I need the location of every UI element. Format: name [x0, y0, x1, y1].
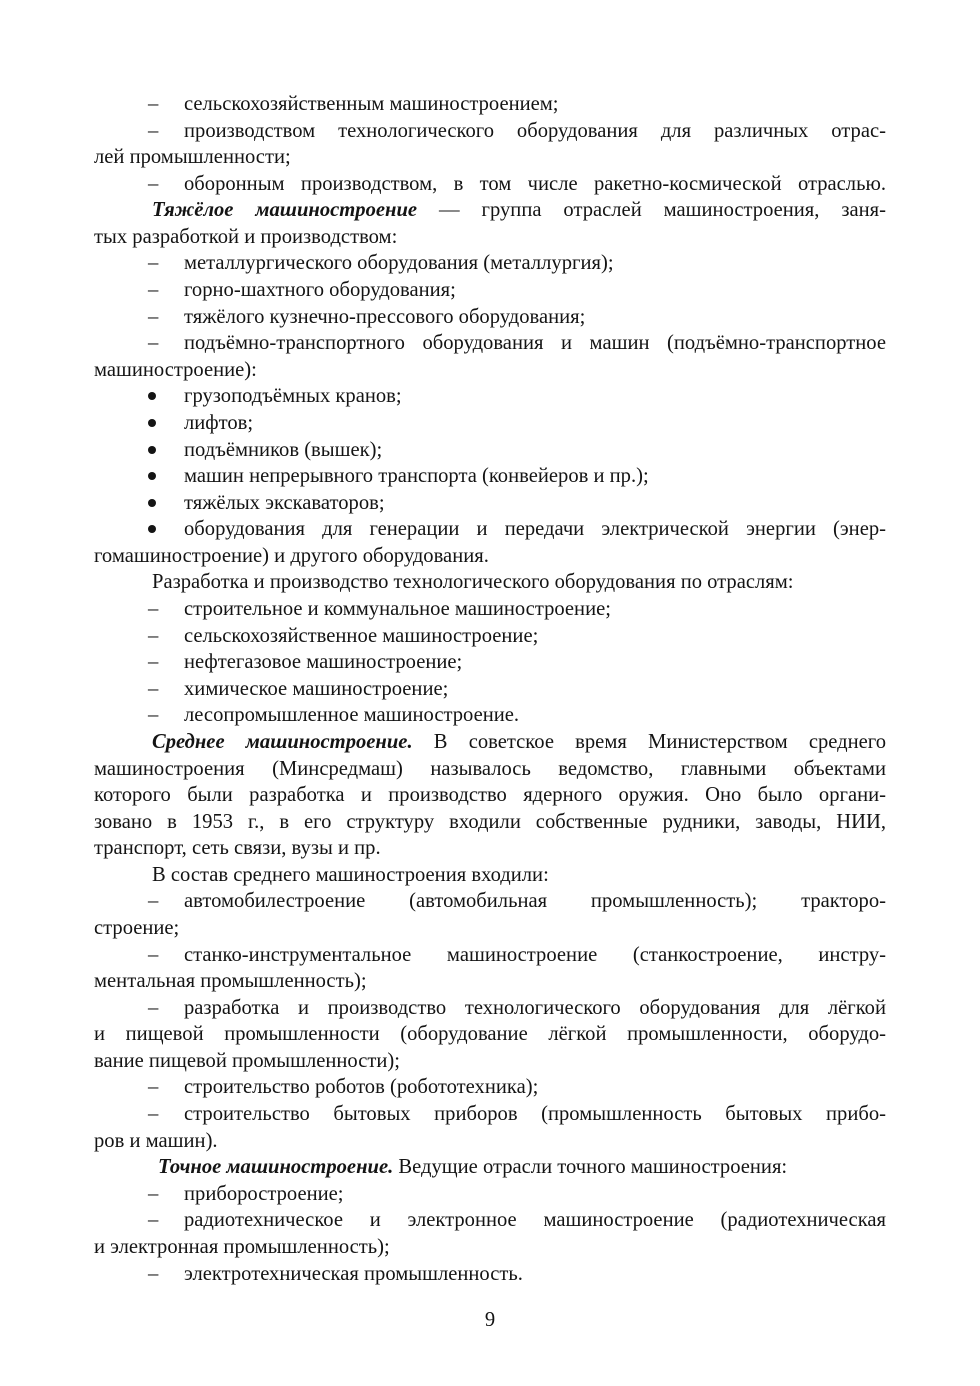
text-line: [184, 649, 886, 676]
line-text: строение;: [94, 916, 180, 939]
text-line: [184, 702, 886, 729]
text-line: [152, 569, 886, 596]
line-text: строительство роботов (робототехника);: [184, 1076, 539, 1099]
line-text: сельскохозяйственное машиностроение;: [184, 624, 539, 647]
line-text: нефтегазовое машиностроение;: [184, 651, 463, 674]
text-line: [158, 1154, 886, 1181]
text-line: [184, 383, 886, 410]
line-text: разработка и производство технологического оборудования для лёгкой: [184, 996, 886, 1019]
list-dash: –: [148, 1103, 159, 1126]
list-dash: –: [148, 890, 159, 913]
text-line: [184, 410, 886, 437]
text-line: [94, 756, 886, 783]
line-text: приборостроение;: [184, 1182, 344, 1205]
text-line: [94, 224, 886, 251]
line-text: лей промышленности;: [94, 146, 291, 169]
section-term: Точное машиностроение.: [158, 1156, 394, 1179]
line-text: Ведущие отрасли точного машиностроения:: [393, 1156, 788, 1179]
list-dash: –: [148, 252, 159, 275]
text-line: [184, 304, 886, 331]
text-line: [184, 995, 886, 1022]
text-line: [184, 91, 886, 118]
list-bullet: [148, 499, 156, 507]
line-text: и пищевой промышленности (оборудование лёгкой промышленности, оборудо-: [94, 1023, 886, 1046]
line-text: строительство бытовых приборов (промышленность бытовых прибо-: [184, 1103, 886, 1126]
list-dash: –: [148, 624, 159, 647]
line-text: которого были разработка и производство ядерного оружия. Оно было органи-: [94, 784, 886, 807]
text-line: [184, 118, 886, 145]
line-text: электротехническая промышленность.: [184, 1262, 523, 1285]
line-text: тых разработкой и производством:: [94, 225, 398, 248]
text-line: [184, 171, 886, 198]
line-text: зовано в 1953 г., в его структуру входили собственные рудники, заводы, НИИ,: [94, 810, 886, 833]
line-text: машин непрерывного транспорта (конвейеров и пр.);: [184, 465, 649, 488]
list-dash: –: [148, 93, 159, 115]
list-dash: –: [148, 996, 159, 1019]
text-line: [184, 330, 886, 357]
line-text: металлургического оборудования (металлургия);: [184, 252, 614, 275]
list-dash: –: [148, 1076, 159, 1099]
list-dash: –: [148, 119, 159, 142]
text-line: [94, 809, 886, 836]
list-dash: –: [148, 279, 159, 302]
text-line: [184, 250, 886, 277]
text-line: [94, 915, 886, 942]
text-line: [152, 729, 886, 756]
text-line: [184, 516, 886, 543]
line-text: В советское время Министерством среднего: [412, 730, 886, 753]
text-line: [94, 968, 886, 995]
list-dash: –: [148, 651, 159, 674]
text-line: [184, 437, 886, 464]
line-text: станко-инструментальное машиностроение (станкостроение, инстру-: [184, 943, 886, 966]
text-line: [184, 676, 886, 703]
line-text: подъёмно-транспортного оборудования и машин (подъёмно-транспортное: [184, 332, 886, 355]
list-dash: –: [148, 598, 159, 621]
list-bullet: [148, 525, 156, 533]
text-line: [152, 862, 886, 889]
text-line: [184, 1261, 886, 1288]
line-text: производством технологического оборудования для различных отрас-: [184, 119, 886, 142]
text-line: [94, 782, 886, 809]
list-dash: –: [148, 677, 159, 700]
line-text: — группа отраслей машиностроения, заня-: [417, 199, 886, 222]
text-line: [94, 1128, 886, 1155]
line-text: тяжёлых экскаваторов;: [184, 491, 385, 514]
list-dash: –: [148, 1209, 159, 1232]
line-text: гомашиностроение) и другого оборудования.: [94, 544, 489, 567]
line-text: Разработка и производство технологического оборудования по отраслям:: [152, 571, 794, 594]
text-line: [184, 1181, 886, 1208]
text-line: [184, 490, 886, 517]
line-text: химическое машиностроение;: [184, 677, 449, 700]
text-line: [184, 1101, 886, 1128]
list-dash: –: [148, 305, 159, 328]
line-text: подъёмников (вышек);: [184, 438, 383, 461]
line-text: горно-шахтного оборудования;: [184, 279, 456, 302]
text-line: [184, 1074, 886, 1101]
text-line: [184, 277, 886, 304]
text-line: [94, 1048, 886, 1075]
text-line: [152, 197, 886, 224]
line-text: строительное и коммунальное машиностроение;: [184, 598, 611, 621]
list-dash: –: [148, 1262, 159, 1285]
list-dash: –: [148, 332, 159, 355]
line-text: ментальная промышленность);: [94, 970, 367, 993]
text-line: [94, 1234, 886, 1261]
text-line: [184, 1207, 886, 1234]
line-text: автомобилестроение (автомобильная промышленность); тракторо-: [184, 890, 886, 913]
line-text: радиотехническое и электронное машиностроение (радиотехническая: [184, 1209, 886, 1232]
line-text: машиностроения (Минсредмаш) называлось ведомство, главными объектами: [94, 757, 886, 780]
list-dash: –: [148, 943, 159, 966]
line-text: машиностроение):: [94, 358, 257, 381]
list-dash: –: [148, 704, 159, 727]
line-text: оборонным производством, в том числе ракетно-космической отраслью.: [184, 172, 886, 195]
section-term: Среднее машиностроение.: [152, 730, 413, 753]
line-text: лифтов;: [184, 411, 254, 434]
list-dash: –: [148, 1182, 159, 1205]
section-term: Тяжёлое машиностроение: [152, 199, 418, 222]
text-line: [94, 835, 886, 862]
list-bullet: [148, 419, 156, 427]
line-text: сельскохозяйственным машиностроением;: [184, 93, 559, 115]
line-text: оборудования для генерации и передачи электрической энергии (энер-: [184, 518, 886, 541]
text-line: [94, 144, 886, 171]
list-bullet: [148, 392, 156, 400]
text-line: [184, 942, 886, 969]
page-number: 9: [484, 1309, 496, 1331]
text-line: [94, 1021, 886, 1048]
line-text: В состав среднего машиностроения входили:: [152, 863, 549, 886]
line-text: ров и машин).: [94, 1129, 218, 1152]
text-line: [94, 543, 886, 570]
text-line: [94, 357, 886, 384]
line-text: транспорт, сеть связи, вузы и пр.: [94, 837, 381, 860]
line-text: вание пищевой промышленности);: [94, 1049, 400, 1072]
text-line: [184, 623, 886, 650]
text-line: [184, 596, 886, 623]
list-dash: –: [148, 172, 159, 195]
list-bullet: [148, 446, 156, 454]
text-line: [184, 888, 886, 915]
text-line: [184, 463, 886, 490]
list-bullet: [148, 472, 156, 480]
line-text: грузоподъёмных кранов;: [184, 385, 402, 408]
line-text: и электронная промышленность);: [94, 1235, 390, 1258]
line-text: лесопромышленное машиностроение.: [184, 704, 520, 727]
line-text: тяжёлого кузнечно-прессового оборудования;: [184, 305, 586, 328]
